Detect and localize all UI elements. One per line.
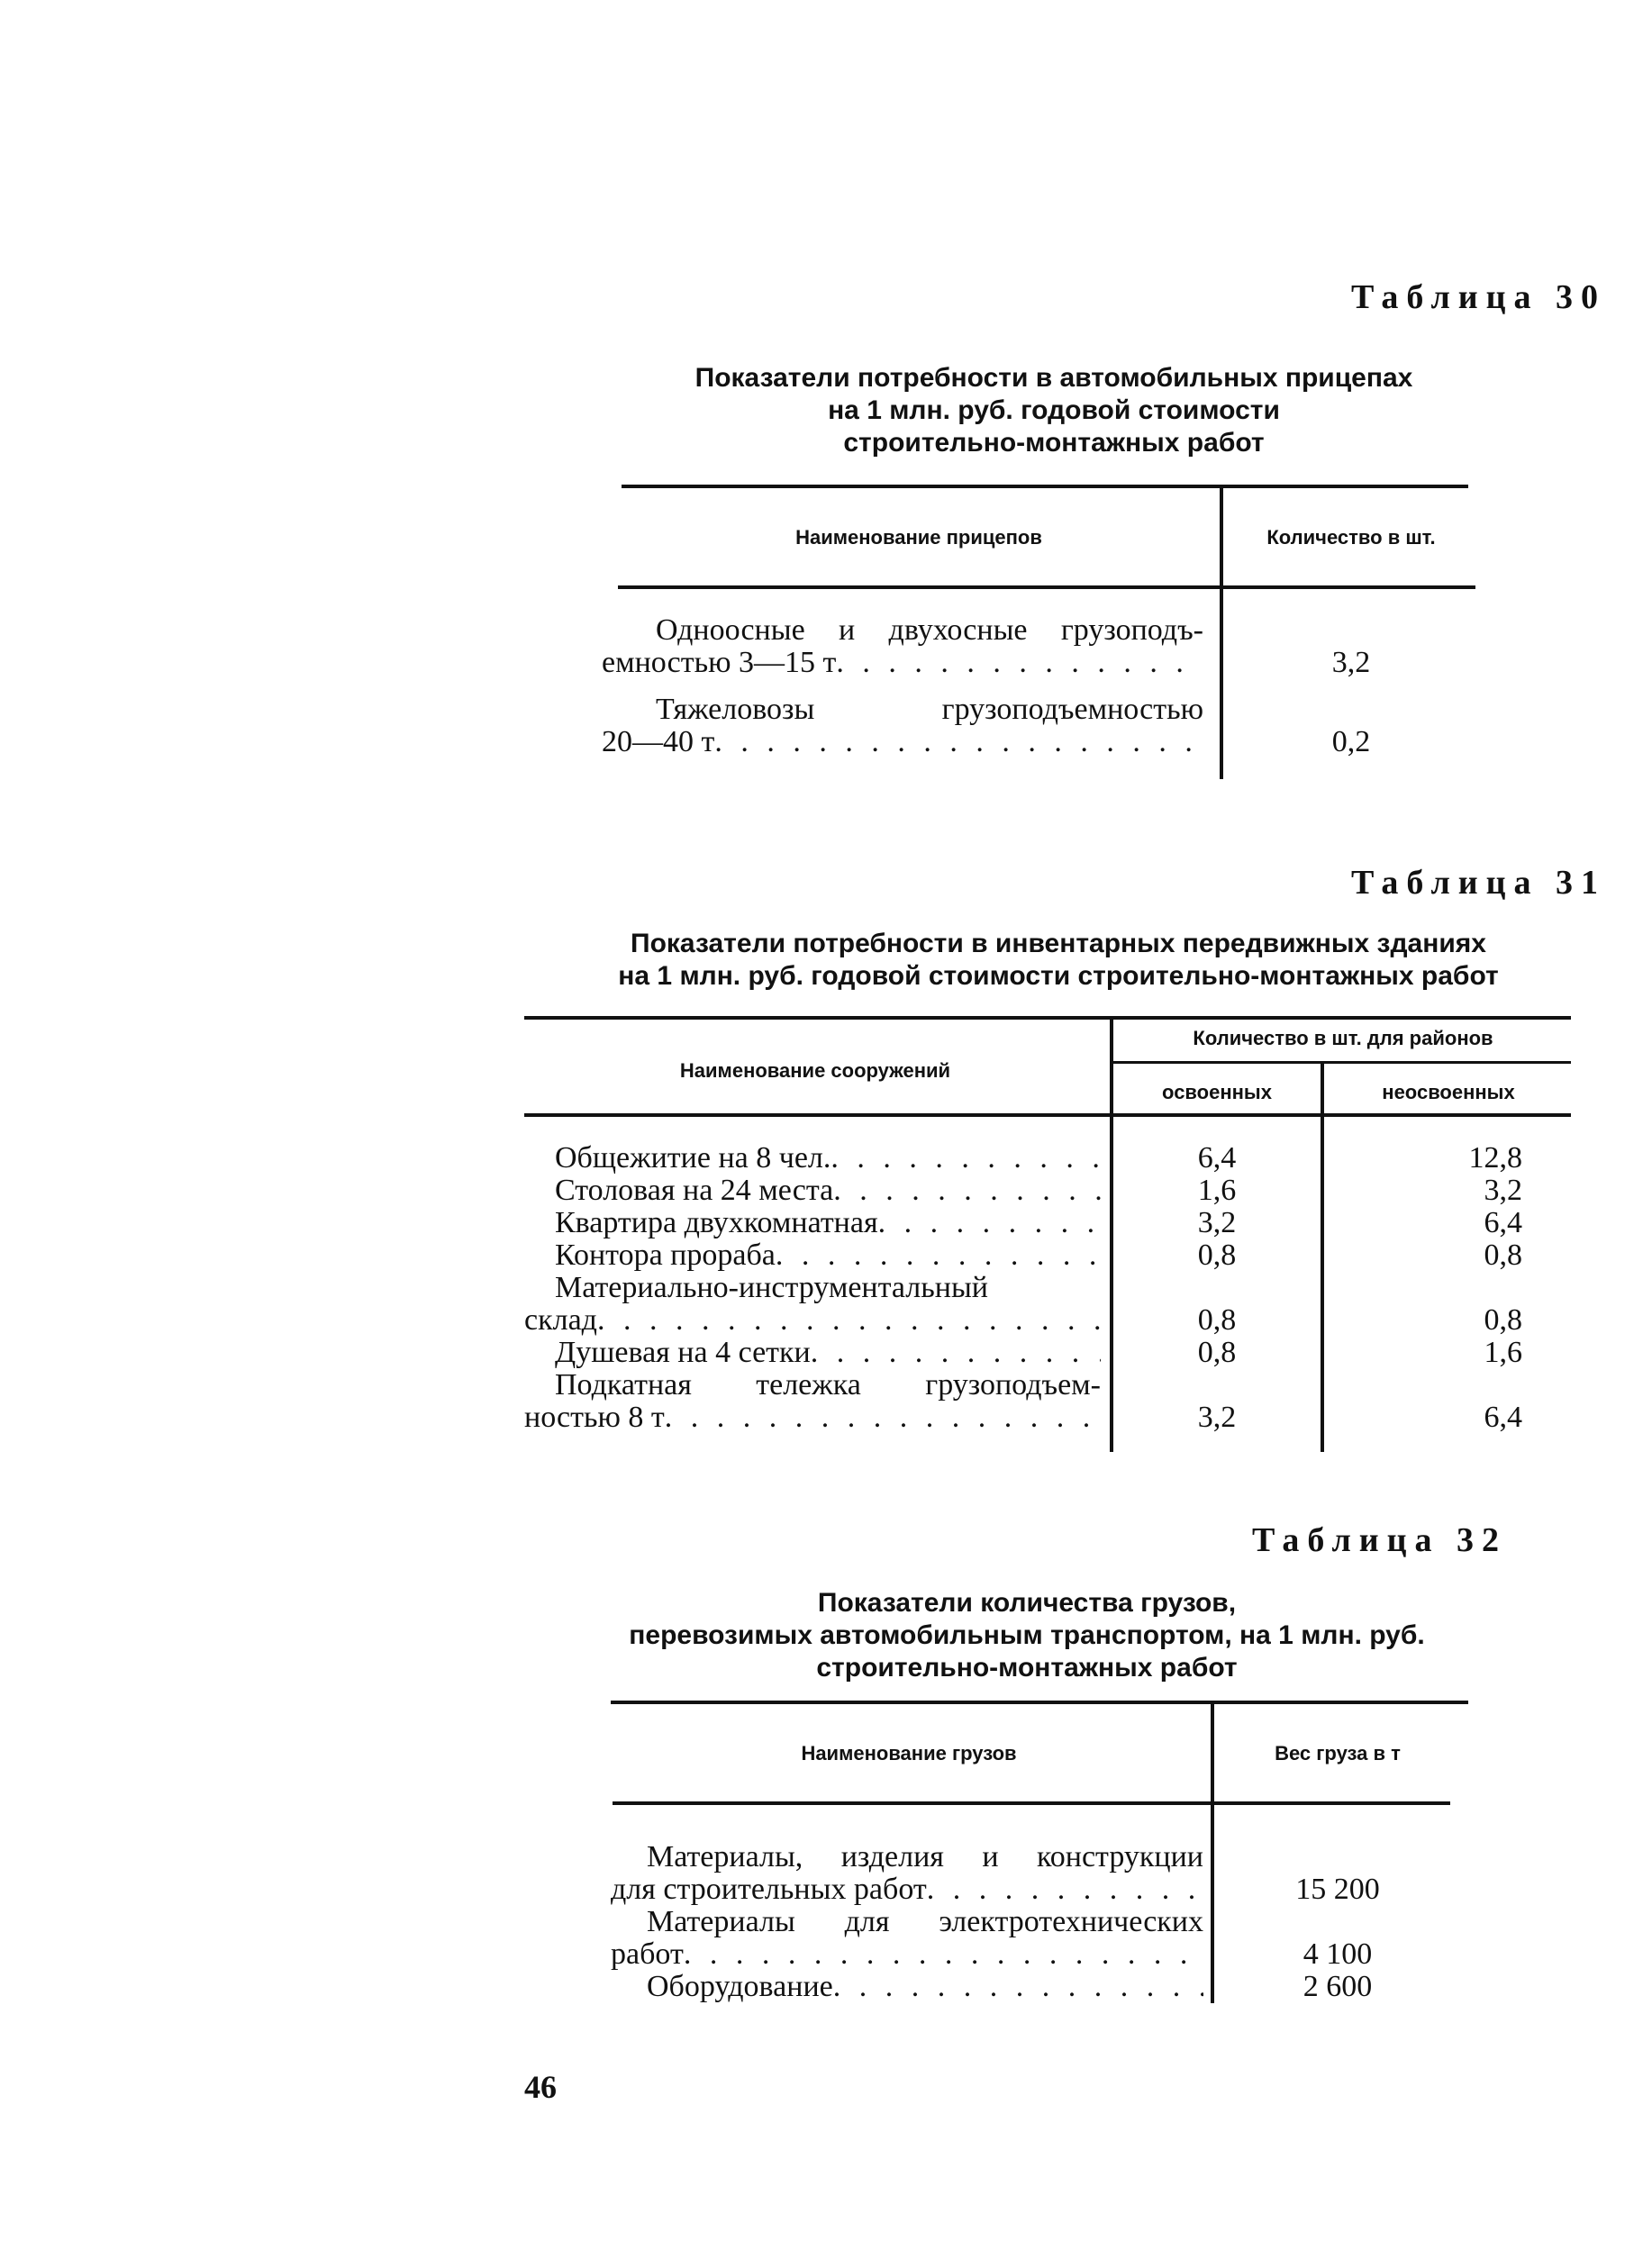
table-32-row: Оборудование . . . xyxy=(611,1971,1203,2003)
table-30-col-divider xyxy=(1220,488,1223,779)
table-31-value-a: 0,8 xyxy=(1197,1238,1237,1272)
table-31-value-a: 0,8 xyxy=(1197,1303,1237,1337)
table-31-row: Столовая на 24 места . . . xyxy=(524,1175,1101,1207)
table-31-value-b: 6,4 xyxy=(1484,1206,1522,1239)
table-31-top-rule xyxy=(524,1016,1571,1020)
table-31-row: Квартира двухкомнатная . . . xyxy=(524,1207,1101,1239)
table-30-value: 0,2 xyxy=(1331,725,1371,758)
table-31-value-b: 6,4 xyxy=(1484,1401,1522,1434)
table-31-value-a: 3,2 xyxy=(1197,1206,1237,1239)
table-31-value-a: 1,6 xyxy=(1197,1174,1237,1207)
table-31-row: Душевая на 4 сетки . . . xyxy=(524,1337,1101,1369)
table-31-value-a: 3,2 xyxy=(1197,1401,1237,1434)
table-32-title: Показатели количества грузов, перевозимых автомобильным транспортом, на 1 млн. руб. строительно-монтажных работ xyxy=(629,1588,1425,1683)
table-32-header-weight: Вес груза в т xyxy=(1275,1742,1401,1765)
table-31-subheader-rule xyxy=(1113,1061,1571,1064)
table-30-row: Тяжеловозы грузоподъемностью 20—40 т . . . xyxy=(602,694,1203,758)
table-32-header-rule xyxy=(613,1801,1450,1805)
table-31-header-name: Наименование сооружений xyxy=(679,1059,951,1082)
table-30-header-rule xyxy=(618,585,1475,589)
table-31-label: Таблица 31 xyxy=(1351,864,1607,902)
table-32-row: Материалы для электротехнических работ . . . xyxy=(611,1906,1203,1971)
table-31-row: Материально-инструментальный склад . . . xyxy=(524,1272,1101,1337)
table-32-row: Материалы, изделия и конструкции для строительных работ . . . xyxy=(611,1841,1203,1906)
table-31-subcol-divider xyxy=(1321,1064,1324,1452)
table-32-top-rule xyxy=(611,1701,1468,1704)
table-32-value: 2 600 xyxy=(1303,1970,1373,2003)
table-31-value-b: 0,8 xyxy=(1484,1238,1522,1272)
table-31-header-group: Количество в шт. для районов xyxy=(1193,1027,1493,1049)
table-31-row: Контора прораба . . . xyxy=(524,1239,1101,1272)
table-30-header-name: Наименование прицепов xyxy=(795,526,1042,549)
table-30-title: Показатели потребности в автомобильных прицепах на 1 млн. руб. годовой стоимости строительно-монтажных работ xyxy=(694,363,1413,458)
table-30-header-qty: Количество в шт. xyxy=(1266,526,1436,549)
table-32-header-name: Наименование грузов xyxy=(801,1742,1017,1765)
table-31-header-b: неосвоенных xyxy=(1382,1081,1515,1103)
table-31-col-divider xyxy=(1110,1020,1113,1452)
table-31-value-b: 1,6 xyxy=(1484,1336,1522,1369)
table-31-row: Подкатная тележка грузоподъем- ностью 8 т . . . xyxy=(524,1369,1101,1434)
table-32-value: 15 200 xyxy=(1295,1873,1380,1906)
table-31-row: Общежитие на 8 чел. . . . xyxy=(524,1142,1101,1175)
table-30-row: Одноосные и двухосные грузоподъ- емностью 3—15 т . . . xyxy=(602,614,1203,679)
page-number: 46 xyxy=(524,2069,557,2105)
table-32-value: 4 100 xyxy=(1303,1937,1373,1971)
table-30-label: Таблица 30 xyxy=(1351,278,1607,316)
table-31-header-rule xyxy=(524,1113,1571,1117)
table-31-title: Показатели потребности в инвентарных передвижных зданиях на 1 млн. руб. годовой стоимости строительно-монтажных работ xyxy=(618,929,1499,991)
table-30-value: 3,2 xyxy=(1331,646,1371,679)
table-31-value-a: 6,4 xyxy=(1197,1141,1237,1175)
table-30-top-rule xyxy=(622,485,1468,488)
table-31-value-b: 3,2 xyxy=(1484,1174,1522,1207)
table-32-label: Таблица 32 xyxy=(1252,1521,1508,1559)
table-31-header-a: освоенных xyxy=(1162,1081,1272,1103)
table-31-value-b: 0,8 xyxy=(1484,1303,1522,1337)
table-31-value-a: 0,8 xyxy=(1197,1336,1237,1369)
table-31-value-b: 12,8 xyxy=(1468,1141,1522,1175)
table-32-col-divider xyxy=(1211,1704,1214,2003)
